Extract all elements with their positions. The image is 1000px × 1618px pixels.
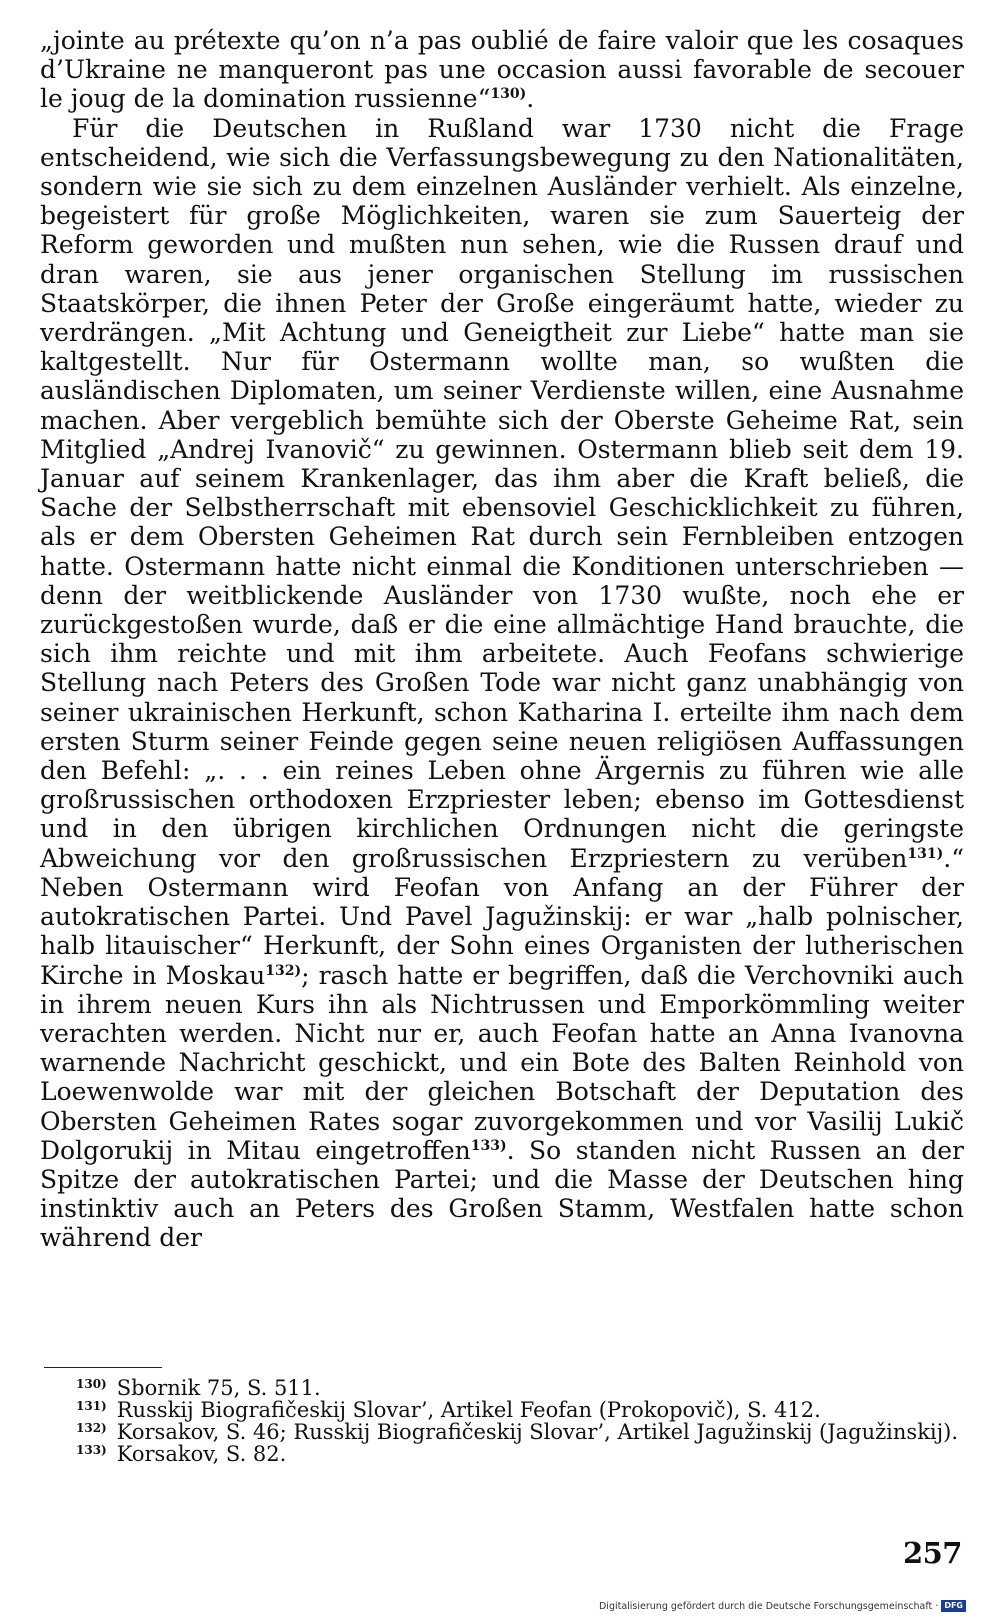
dfg-logo-icon: DFG [941, 1600, 966, 1612]
paragraph-2-text-4: . So standen nicht Russen an der Spitze der autokratischen Partei; und die Masse der Deutschen hing instinktiv auch an Peters des Großen Stamm, Westfalen hatte schon während der [40, 1135, 964, 1253]
footnote-text: Sbornik 75, S. 511. [116, 1376, 321, 1400]
paragraph-1 [40, 26, 964, 114]
footnote-separator [44, 1367, 162, 1368]
footnote-133 [40, 1443, 964, 1465]
footnote-number: 132) [76, 1421, 107, 1435]
paragraph-1-text-2: . [526, 84, 535, 114]
footnote-131 [40, 1399, 964, 1421]
page-number: 257 [902, 1536, 962, 1570]
footnote-ref-132: 132) [265, 962, 302, 979]
body-text [40, 26, 964, 1253]
paragraph-1-text-1: „jointe au prétexte qu’on n’a pas oublié de faire valoir que les cosaques d’Ukraine ne manqueront pas une occasion aussi favorable de secouer le joug de la domination russienne“ [40, 26, 964, 114]
footnote-text: Russkij Biografičeskij Slovar’, Artikel Feofan (Prokopovič), S. 412. [116, 1398, 821, 1422]
footnote-text: Korsakov, S. 46; Russkij Biografičeskij Slovar’, Artikel Jagužinskij (Jagužinskij). [116, 1420, 959, 1444]
digitization-credit [599, 1600, 966, 1612]
footnote-ref-130: 130) [490, 86, 527, 103]
footnote-132 [40, 1421, 964, 1443]
credit-text: Digitalisierung gefördert durch die Deutsche Forschungsgemeinschaft · [598, 1600, 939, 1612]
paragraph-2-text-3: ; rasch hatte er begriffen, daß die Verchovniki auch in ihrem neuen Kurs ihn als Nichtrussen und Emporkömmling weiter verachten werden. Nicht nur er, auch Feofan hatte an Anna Ivanovna warnende Nachricht geschickt, und ein Bote des Balten Reinhold von Loewenwolde war mit der gleichen Botschaft der Deputation des Obersten Geheimen Rates sogar zuvorgekommen und vor Vasilij Lukič Dolgorukij in Mitau eingetroffen [40, 960, 964, 1165]
footnote-text: Korsakov, S. 82. [116, 1442, 287, 1466]
footnote-number: 133) [76, 1443, 107, 1457]
footnote-ref-131: 131) [907, 845, 944, 862]
footnote-number: 131) [76, 1399, 107, 1413]
paragraph-2 [40, 114, 964, 1253]
footnote-number: 130) [76, 1377, 107, 1391]
footnote-ref-133: 133) [470, 1137, 507, 1154]
footnotes [40, 1377, 964, 1465]
paragraph-2-text-1: Für die Deutschen in Rußland war 1730 nicht die Frage entscheidend, wie sich die Verfassungsbewegung zu den Nationalitäten, sondern wie sie sich zu dem einzelnen Ausländer verhielt. Als einzelne, begeistert für große Möglichkeiten, waren sie zum Sauerteig der Reform geworden und mußten nun sehen, wie die Russen drauf und dran waren, sie aus jener organischen Stellung im russischen Staatskörper, die ihnen Peter der Große eingeräumt hatte, wieder zu verdrängen. „Mit Achtung und Geneigtheit zur Liebe“ hatte man sie kaltgestellt. Nur für Ostermann wollte man, so wußten die ausländischen Diplomaten, um seiner Verdienste willen, eine Ausnahme machen. Aber vergeblich bemühte sich der Oberste Geheime Rat, sein Mitglied „Andrej Ivanovič“ zu gewinnen. Ostermann blieb seit dem 19. Januar auf seinem Krankenlager, das ihm aber die Kraft beließ, die Sache der Selbstherrschaft mit ebensoviel Geschicklichkeit zu führen, als er dem Obersten Geheimen Rat durch sein Fernbleiben entzogen hatte. Ostermann hatte nicht einmal die Konditionen unterschrieben — denn der weitblickende Ausländer von 1730 wußte, noch ehe er zurückgestoßen wurde, daß er die eine allmächtige Hand brauchte, die sich ihm reichte und mit ihm arbeitete. Auch Feofans schwierige Stellung nach Peters des Großen Tode war nicht ganz unabhängig von seiner ukrainischen Herkunft, schon Katharina I. erteilte ihm nach dem ersten Sturm seiner Feinde gegen seine neuen religiösen Auffassungen den Befehl: „. . . ein reines Leben ohne Ärgernis zu führen wie alle großrussischen orthodoxen Erzpriester leben; ebenso im Gottesdienst und in den übrigen kirchlichen Ordnungen nicht die geringste Abweichung vor den großrussischen Erzpriestern zu verüben [40, 113, 964, 873]
paragraph-2-text-2: .“ Neben Ostermann wird Feofan von Anfang an der Führer der autokratischen Partei. Und Pavel Jagužinskij: er war „halb polnischer, halb litauischer“ Herkunft, der Sohn eines Organisten der lutherischen Kirche in Moskau [40, 843, 964, 990]
footnote-130 [40, 1377, 964, 1399]
